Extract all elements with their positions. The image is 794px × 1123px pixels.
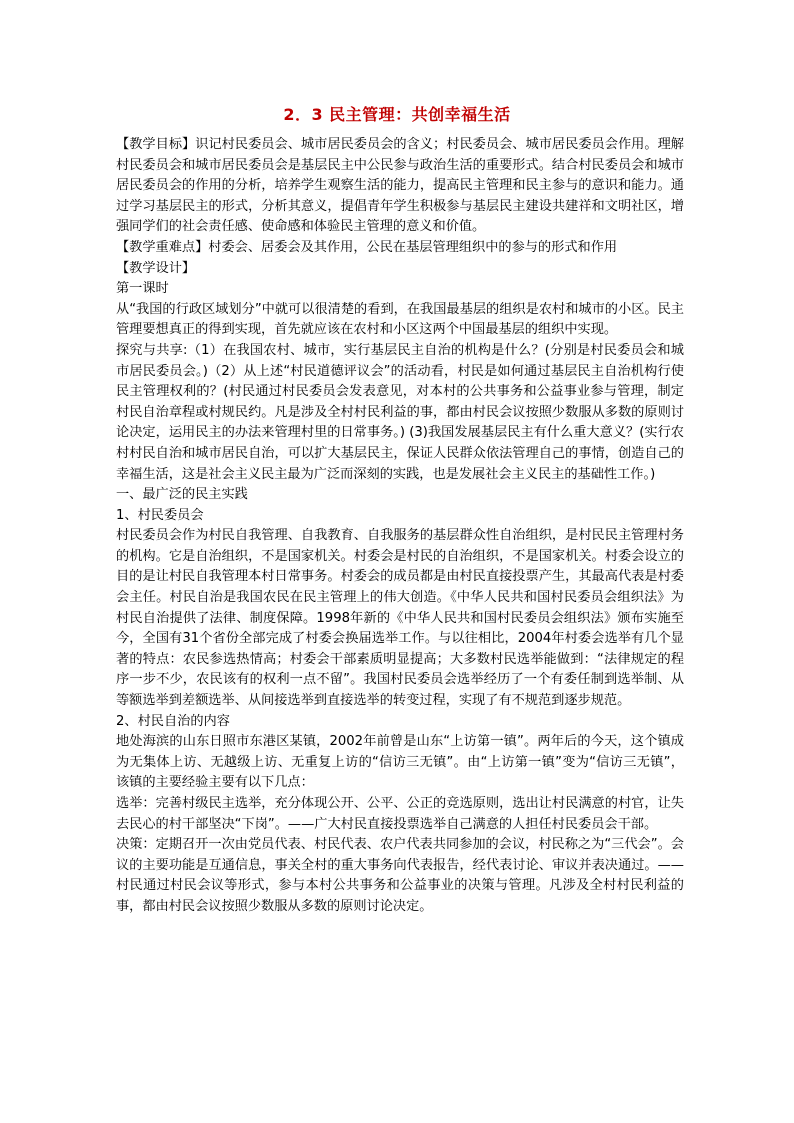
subsection-heading-self-governance-content: 2、村民自治的内容 (116, 713, 230, 729)
paragraph-case-study: 地处海滨的山东日照市东港区某镇，2002年前曾是山东“上访第一镇”。两年后的今天，这个镇成为无集体上访、无越级上访、无重复上访的“信访三无镇”。由“上访第一镇”变为“信访三无镇”，该镇的主要经验主要有以下几点： (116, 734, 684, 791)
paragraph-intro: 从“我国的行政区域划分”中就可以很清楚的看到，在我国最基层的组织是农村和城市的小区。民主管理要想真正的得到实现，首先就应该在农村和小区这两个中国最基层的组织中实现。 (116, 301, 684, 338)
paragraph-teaching-design: 【教学设计】 (116, 260, 196, 276)
paragraph-teaching-goals: 【教学目标】识记村民委员会、城市居民委员会的含义；村民委员会、城市居民委员会作用。理解村民委员会和城市居民委员会是基层民主中公民参与政治生活的重要形式。结合村民委员会和城市居民委员会的作用的分析，培养学生观察生活的能力，提高民主管理和民主参与的意识和能力。通过学习基层民主的形式，分析其意义，提倡青年学生积极参与基层民主建设共建祥和文明社区，增强同学们的社会责任感、使命感和体验民主管理的意义和价值。 (116, 137, 684, 235)
subsection-heading-villagers-committee: 1、村民委员会 (116, 507, 204, 523)
document-body (116, 135, 684, 918)
paragraph-decision: 决策：定期召开一次由党员代表、村民代表、农户代表共同参加的会议，村民称之为“三代会”。会议的主要功能是互通信息，事关全村的重大事务向代表报告，经代表讨论、审议并表决通过。——村民通过村民会议等形式，参与本村公共事务和公益事业的决策与管理。凡涉及全村村民利益的事，都由村民会议按照少数服从多数的原则讨论决定。 (116, 837, 684, 914)
paragraph-villagers-committee: 村民委员会作为村民自我管理、自我教育、自我服务的基层群众性自治组织，是村民民主管理村务的机构。它是自治组织，不是国家机关。村委会是村民的自治组织，不是国家机关。村委会设立的目的是让村民自我管理本村日常事务。村委会的成员都是由村民直接投票产生，其最高代表是村委会主任。村民自治是我国农民在民主管理上的伟大创造。《中华人民共和国村民委员会组织法》为村民自治提供了法律、制度保障。1998年新的《中华人民共和国村民委员会组织法》颁布实施至今，全国有31个省份全部完成了村委会换届选举工作。与以往相比，2004年村委会选举有几个显著的特点：农民参选热情高；村委会干部素质明显提高；大多数村民选举能做到：“法律规定的程序一步不少，农民该有的权利一点不留”。我国村民委员会选举经历了一个有委任制到选举制、从等额选举到差额选举、从间接选举到直接选举的转变过程，实现了有不规范到逐步规范。 (116, 528, 684, 709)
paragraph-explore-share: 探究与共享:（1）在我国农村、城市，实行基层民主自治的机构是什么？(分别是村民委员会和城市居民委员会。)（2）从上述“村民道德评议会”的活动看，村民是如何通过基层民主自治机构行使民主管理权利的？(村民通过村民委员会发表意见，对本村的公共事务和公益事业参与管理，制定村民自治章程或村规民约。凡是涉及全村村民利益的事，都由村民会议按照少数服从多数的原则讨论决定，运用民主的办法来管理村里的日常事务。) (3)我国发展基层民主有什么重大意义？(实行农村村民自治和城市居民自治，可以扩大基层民主，保证人民群众依法管理自己的事情，创造自己的幸福生活，这是社会主义民主最为广泛而深刻的实践，也是发展社会主义民主的基础性工作。) (116, 342, 684, 482)
document-title: 2．3 民主管理：共创幸福生活 (283, 105, 511, 124)
paragraph-first-lesson: 第一课时 (116, 281, 169, 297)
paragraph-election: 选举：完善村级民主选举，充分体现公开、公平、公正的竞选原则，选出让村民满意的村官，让失去民心的村干部坚决“下岗”。——广大村民直接投票选举自己满意的人担任村民委员会干部。 (116, 796, 684, 832)
paragraph-key-points: 【教学重难点】村委会、居委会及其作用，公民在基层管理组织中的参与的形式和作用 (116, 239, 618, 255)
section-heading-democratic-practice: 一、最广泛的民主实践 (116, 487, 248, 503)
